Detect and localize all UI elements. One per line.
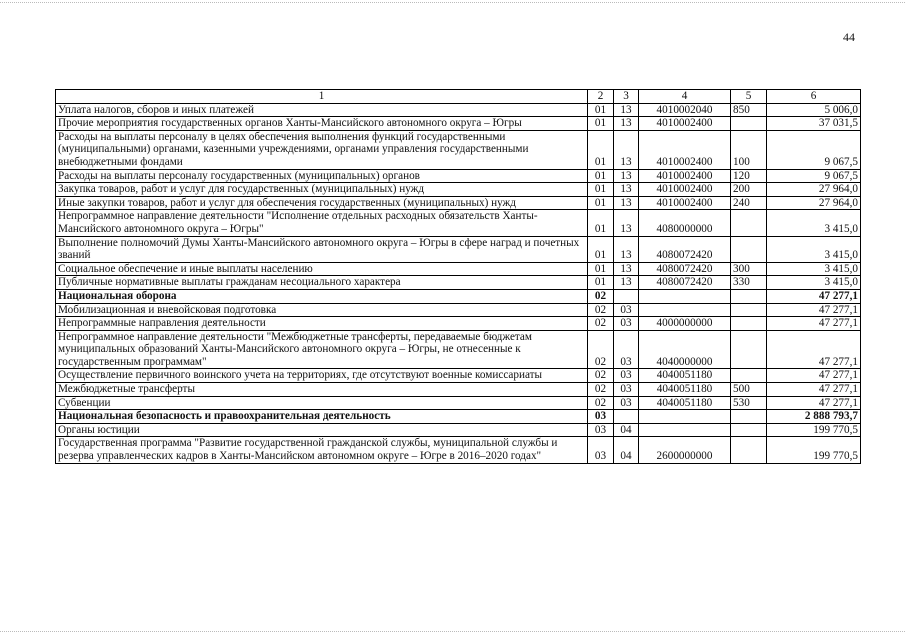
cell-target-article: 4040051180 (639, 383, 731, 397)
table-row (56, 169, 861, 183)
cell-amount: 199 770,5 (767, 423, 861, 437)
cell-target-article: 4080072420 (639, 276, 731, 290)
table-row (56, 437, 861, 463)
cell-subsection: 03 (614, 317, 639, 331)
cell-amount: 37 031,5 (767, 117, 861, 131)
cell-section: 01 (588, 196, 614, 210)
cell-section: 01 (588, 117, 614, 131)
cell-amount: 47 277,1 (767, 396, 861, 410)
table-header-row (56, 90, 861, 104)
table-row (56, 117, 861, 131)
cell-amount: 47 277,1 (767, 383, 861, 397)
table-row (56, 410, 861, 424)
cell-target-article: 4080072420 (639, 236, 731, 262)
cell-section: 01 (588, 276, 614, 290)
cell-target-article (639, 423, 731, 437)
cell-name: Выполнение полномочий Думы Ханты-Мансийского автономного округа – Югры в сфере наград и почетных званий (56, 236, 588, 262)
cell-subsection: 13 (614, 117, 639, 131)
cell-subsection: 04 (614, 423, 639, 437)
cell-name: Иные закупки товаров, работ и услуг для обеспечения государственных (муниципальных) нужд (56, 196, 588, 210)
cell-target-article: 4080072420 (639, 262, 731, 276)
cell-expense-type: 100 (731, 130, 767, 169)
table-row (56, 423, 861, 437)
cell-subsection: 03 (614, 330, 639, 369)
cell-subsection (614, 410, 639, 424)
cell-expense-type (731, 303, 767, 317)
cell-name: Закупка товаров, работ и услуг для государственных (муниципальных) нужд (56, 183, 588, 197)
cell-expense-type: 850 (731, 103, 767, 117)
cell-target-article: 4040051180 (639, 369, 731, 383)
cell-subsection: 13 (614, 183, 639, 197)
cell-section: 01 (588, 210, 614, 236)
cell-subsection: 03 (614, 396, 639, 410)
table-row (56, 317, 861, 331)
cell-amount: 3 415,0 (767, 262, 861, 276)
header-col-6: 6 (767, 90, 861, 104)
table-row (56, 210, 861, 236)
cell-expense-type (731, 289, 767, 303)
cell-target-article: 4080000000 (639, 210, 731, 236)
cell-section: 01 (588, 130, 614, 169)
scan-edge-top (0, 2, 905, 4)
cell-expense-type: 240 (731, 196, 767, 210)
table-row (56, 196, 861, 210)
cell-amount: 3 415,0 (767, 236, 861, 262)
cell-amount: 27 964,0 (767, 183, 861, 197)
cell-name: Расходы на выплаты персоналу в целях обеспечения выполнения функций государственными (муниципальными) органами, казенными учреждениями, органами управления государственными внебюджетными фондами (56, 130, 588, 169)
cell-name: Расходы на выплаты персоналу государственных (муниципальных) органов (56, 169, 588, 183)
cell-name: Субвенции (56, 396, 588, 410)
cell-section: 02 (588, 383, 614, 397)
budget-table (55, 89, 861, 464)
cell-name: Мобилизационная и вневойсковая подготовка (56, 303, 588, 317)
cell-target-article (639, 303, 731, 317)
table-row (56, 369, 861, 383)
cell-amount: 9 067,5 (767, 130, 861, 169)
cell-section: 02 (588, 330, 614, 369)
cell-name: Осуществление первичного воинского учета на территориях, где отсутствуют военные комиссариаты (56, 369, 588, 383)
table-row (56, 276, 861, 290)
cell-section: 03 (588, 437, 614, 463)
cell-amount: 47 277,1 (767, 330, 861, 369)
cell-name: Непрограммные направления деятельности (56, 317, 588, 331)
cell-target-article (639, 410, 731, 424)
cell-subsection (614, 289, 639, 303)
cell-subsection: 04 (614, 437, 639, 463)
cell-target-article: 4010002040 (639, 103, 731, 117)
cell-name: Уплата налогов, сборов и иных платежей (56, 103, 588, 117)
cell-target-article: 4010002400 (639, 117, 731, 131)
cell-name: Непрограммное направление деятельности "Межбюджетные трансферты, передаваемые бюджетам муниципальных образований Ханты-Мансийского автономного округа – Югры, не отнесенные к государственным программам" (56, 330, 588, 369)
cell-subsection: 03 (614, 369, 639, 383)
cell-target-article: 4010002400 (639, 183, 731, 197)
cell-section: 02 (588, 369, 614, 383)
cell-amount: 47 277,1 (767, 289, 861, 303)
cell-expense-type (731, 369, 767, 383)
cell-target-article: 4010002400 (639, 130, 731, 169)
cell-section: 01 (588, 236, 614, 262)
budget-table-body (56, 90, 861, 464)
cell-subsection: 13 (614, 169, 639, 183)
cell-amount: 9 067,5 (767, 169, 861, 183)
table-row (56, 183, 861, 197)
cell-name: Национальная безопасность и правоохранительная деятельность (56, 410, 588, 424)
header-col-2: 2 (588, 90, 614, 104)
cell-target-article: 4000000000 (639, 317, 731, 331)
table-row (56, 262, 861, 276)
cell-subsection: 03 (614, 303, 639, 317)
table-row (56, 383, 861, 397)
cell-name: Социальное обеспечение и иные выплаты населению (56, 262, 588, 276)
cell-target-article: 2600000000 (639, 437, 731, 463)
cell-expense-type: 330 (731, 276, 767, 290)
cell-section: 02 (588, 303, 614, 317)
cell-name: Прочие мероприятия государственных органов Ханты-Мансийского автономного округа – Югры (56, 117, 588, 131)
table-row (56, 396, 861, 410)
cell-name: Межбюджетные трансферты (56, 383, 588, 397)
table-row (56, 303, 861, 317)
cell-section: 03 (588, 423, 614, 437)
cell-expense-type (731, 117, 767, 131)
cell-target-article (639, 289, 731, 303)
cell-expense-type: 530 (731, 396, 767, 410)
cell-section: 01 (588, 262, 614, 276)
cell-target-article: 4010002400 (639, 169, 731, 183)
cell-expense-type (731, 410, 767, 424)
header-col-1: 1 (56, 90, 588, 104)
cell-subsection: 13 (614, 196, 639, 210)
cell-target-article: 4040051180 (639, 396, 731, 410)
cell-subsection: 03 (614, 383, 639, 397)
cell-subsection: 13 (614, 262, 639, 276)
cell-name: Непрограммное направление деятельности "Исполнение отдельных расходных обязательств Ханты-Мансийского автономного округа – Югры" (56, 210, 588, 236)
cell-name: Органы юстиции (56, 423, 588, 437)
cell-amount: 47 277,1 (767, 303, 861, 317)
cell-section: 03 (588, 410, 614, 424)
cell-amount: 2 888 793,7 (767, 410, 861, 424)
cell-expense-type: 200 (731, 183, 767, 197)
cell-amount: 47 277,1 (767, 317, 861, 331)
table-row (56, 130, 861, 169)
header-col-3: 3 (614, 90, 639, 104)
cell-expense-type (731, 437, 767, 463)
cell-subsection: 13 (614, 210, 639, 236)
cell-target-article: 4010002400 (639, 196, 731, 210)
cell-section: 01 (588, 103, 614, 117)
header-col-4: 4 (639, 90, 731, 104)
cell-section: 01 (588, 183, 614, 197)
cell-name: Публичные нормативные выплаты гражданам несоциального характера (56, 276, 588, 290)
cell-expense-type (731, 330, 767, 369)
cell-section: 02 (588, 317, 614, 331)
cell-amount: 27 964,0 (767, 196, 861, 210)
cell-subsection: 13 (614, 236, 639, 262)
table-row (56, 236, 861, 262)
cell-section: 02 (588, 289, 614, 303)
cell-expense-type: 300 (731, 262, 767, 276)
cell-target-article: 4040000000 (639, 330, 731, 369)
cell-expense-type (731, 423, 767, 437)
table-row (56, 330, 861, 369)
cell-subsection: 13 (614, 276, 639, 290)
cell-subsection: 13 (614, 130, 639, 169)
cell-expense-type: 120 (731, 169, 767, 183)
cell-name: Национальная оборона (56, 289, 588, 303)
cell-section: 01 (588, 169, 614, 183)
cell-section: 02 (588, 396, 614, 410)
cell-expense-type (731, 236, 767, 262)
cell-amount: 47 277,1 (767, 369, 861, 383)
cell-expense-type: 500 (731, 383, 767, 397)
table-row (56, 289, 861, 303)
cell-subsection: 13 (614, 103, 639, 117)
header-col-5: 5 (731, 90, 767, 104)
cell-amount: 3 415,0 (767, 276, 861, 290)
cell-amount: 3 415,0 (767, 210, 861, 236)
cell-expense-type (731, 210, 767, 236)
scan-edge-bottom (0, 631, 905, 633)
cell-amount: 199 770,5 (767, 437, 861, 463)
table-row (56, 103, 861, 117)
cell-expense-type (731, 317, 767, 331)
cell-name: Государственная программа "Развитие государственной гражданской службы, муниципальной службы и резерва управленческих кадров в Ханты-Мансийском автономном округе – Югре в 2016–2020 годах" (56, 437, 588, 463)
page-number: 44 (843, 30, 855, 44)
cell-amount: 5 006,0 (767, 103, 861, 117)
